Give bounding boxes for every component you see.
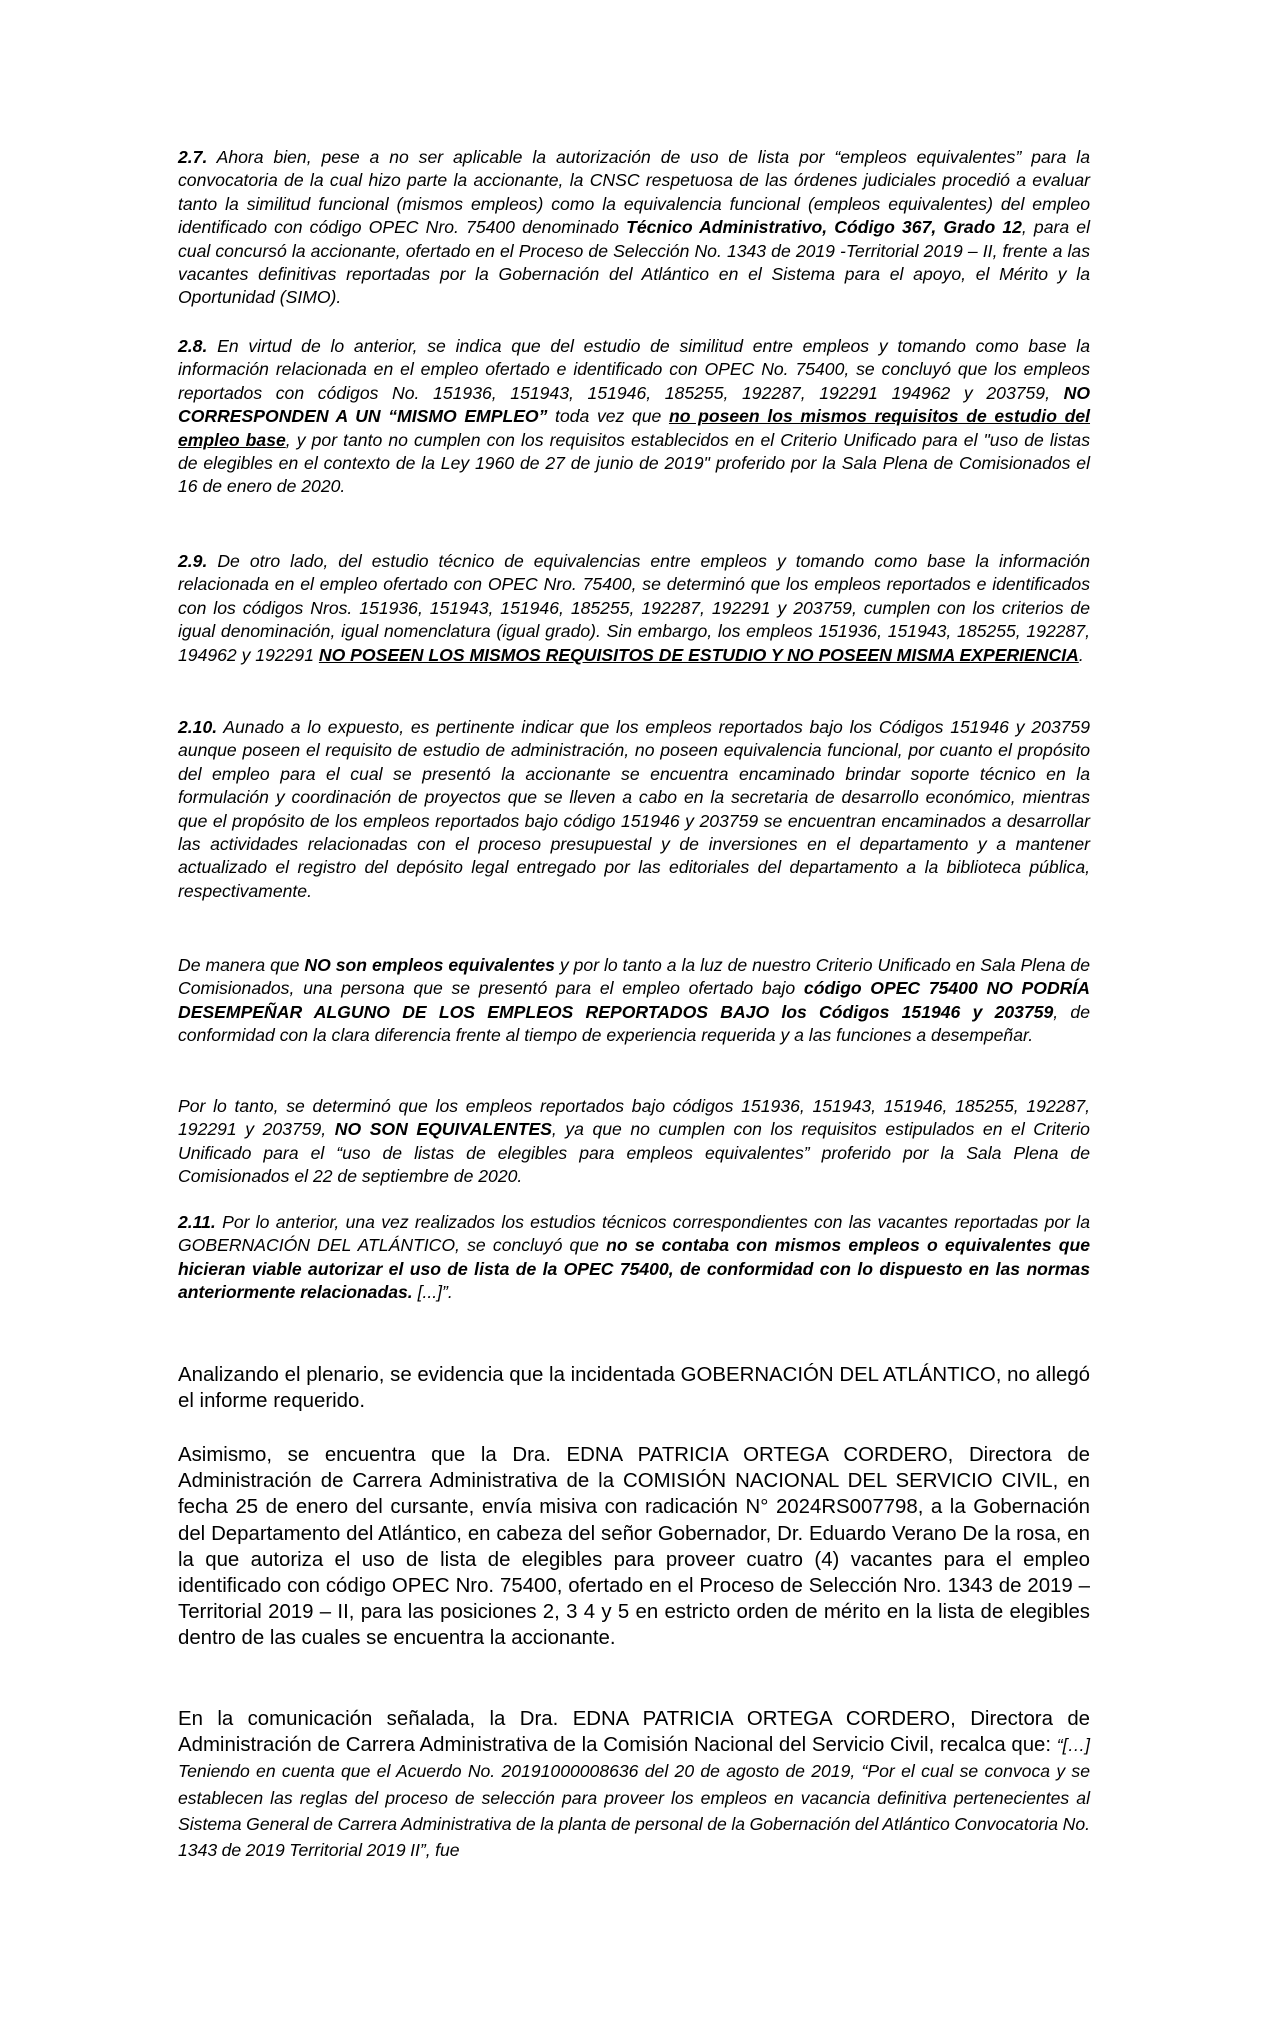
paragraph-number: 2.11. xyxy=(178,1212,216,1232)
body-paragraph-comunicacion xyxy=(178,1706,1090,1863)
quote-paragraph-2-8 xyxy=(178,335,1090,499)
quote-paragraph-2-9 xyxy=(178,550,1090,667)
text-segment: Aunado a lo expuesto, es pertinente indicar que los empleos reportados bajo los Códigos 151946 y 203759 aunque poseen el requisito de estudio de administración, no poseen equivalencia funcional, por cuanto el propósito del empleo para el cual se presentó la accionante se encuentra encaminado brindar soporte técnico en la formulación y coordinación de proyectos que se lleven a cabo en la secretaria de desarrollo económico, mientras que el propósito de los empleos reportados bajo código 151946 y 203759 se encuentran encaminados a desarrollar las actividades relacionadas con el proceso presupuestal y de inversiones en el departamento y a mantener actualizado el registro del depósito legal entregado por las editoriales del departamento a la biblioteca pública, respectivamente. xyxy=(178,717,1090,901)
bold-underlined-segment: NO POSEEN LOS MISMOS REQUISITOS DE ESTUDIO Y NO POSEEN MISMA EXPERIENCIA xyxy=(318,644,1079,665)
text-segment: . xyxy=(1078,644,1084,665)
bold-segment: NO CORRESPONDEN A UN “MISMO EMPLEO” xyxy=(178,382,1090,427)
body-paragraph-analizando: Analizando el plenario, se evidencia que la incidentada GOBERNACIÓN DEL ATLÁNTICO, no allegó el informe requerido. xyxy=(178,1364,1090,1413)
paragraph-number: 2.10. xyxy=(178,717,218,737)
quote-paragraph-2-10 xyxy=(178,716,1090,903)
text-segment: , para el cual concursó la accionante, ofertado en el Proceso de Selección No. 1343 de 2019 -Territorial 2019 – II, frente a las vacantes definitivas reportadas por la Gobernación del Atlántico en el Sistema para el apoyo, el Mérito y la Oportunidad (SIMO). xyxy=(178,217,1090,308)
text-segment: En virtud de lo anterior, se indica que del estudio de similitud entre empleos y tomando como base la información relacionada en el empleo ofertado e identificado con OPEC No. 75400, se concluyó que los empleos reportados con códigos No. 151936, 151943, 151946, 185255, 192287, 192291 194962 y 203759, xyxy=(178,336,1090,403)
text-segment: , de conformidad con la clara diferencia frente al tiempo de experiencia requerida y a las funciones a desempeñar. xyxy=(178,1001,1090,1046)
paragraph-number: 2.8. xyxy=(178,336,208,356)
text-segment: [...]”. xyxy=(412,1282,453,1303)
text-segment: En la comunicación señalada, la Dra. EDNA PATRICIA ORTEGA CORDERO, Directora de Administración de Carrera Administrativa de la Comisión Nacional del Servicio Civil, recalca que: xyxy=(178,1708,1090,1757)
text-segment: Ahora bien, pese a no ser aplicable la autorización de uso de lista por “empleos equivalentes” para la convocatoria de la cual hizo parte la accionante, la CNSC respetuosa de las órdenes judiciales procedió a evaluar tanto la similitud funcional (mismos empleos) como la equivalencia funcional (empleos equivalentes) del empleo identificado con código OPEC Nro. 75400 denominado xyxy=(178,147,1090,238)
text-segment: Por lo anterior, una vez realizados los estudios técnicos correspondientes con las vacantes reportadas por la GOBERNACIÓN DEL ATLÁNTICO, se concluyó que xyxy=(178,1212,1090,1256)
text-segment: Por lo tanto, se determinó que los empleos reportados bajo códigos 151936, 151943, 151946, 185255, 192287, 192291 y 203759, xyxy=(178,1096,1090,1140)
text-segment: , y por tanto no cumplen con los requisitos establecidos en el Criterio Unificado para el "uso de listas de elegibles en el contexto de la Ley 1960 de 27 de junio de 2019" proferido por la Sala Plena de Comisionados el 16 de enero de 2020. xyxy=(178,429,1090,497)
paragraph-number: 2.7. xyxy=(178,147,208,167)
text-segment: De otro lado, del estudio técnico de equivalencias entre empleos y tomando como base la información relacionada en el empleo ofertado con OPEC Nro. 75400, se determinó que los empleos reportados e identificados con los códigos Nros. 151936, 151943, 151946, 185255, 192287, 192291 y 203759, cumplen con los criterios de igual denominación, igual nomenclatura (igual grado). Sin embargo, los empleos 151936, 151943, 185255, 192287, 194962 y 192291 xyxy=(178,551,1090,665)
bold-underlined-segment: no poseen los mismos requisitos de estudio del empleo base xyxy=(178,406,1091,450)
quote-paragraph-de-manera xyxy=(178,954,1090,1048)
quote-paragraph-2-7 xyxy=(178,146,1090,310)
bold-segment: NO son empleos equivalentes xyxy=(304,955,555,975)
bold-segment: no se contaba con mismos empleos o equivalentes que hicieran viable autorizar el uso de lista de la OPEC 75400, de conformidad con lo dispuesto en las normas anteriormente relacionadas. xyxy=(178,1235,1091,1303)
text-segment: y por lo tanto a la luz de nuestro Criterio Unificado en Sala Plena de Comisionados, una persona que se presentó para el empleo ofertado bajo xyxy=(178,955,1090,999)
bold-segment: código OPEC 75400 NO PODRÍA DESEMPEÑAR ALGUNO DE LOS EMPLEOS REPORTADOS BAJO los Códigos 151946 y 203759 xyxy=(178,978,1090,1022)
quote-paragraph-por-lo-tanto xyxy=(178,1095,1090,1189)
italic-quote-segment: “[…] Teniendo en cuenta que el Acuerdo No. 20191000008636 del 20 de agosto de 2019, “Por el cual se convoca y se establecen las reglas del proceso de selección para proveer los empleos en vacancia definitiva pertenecientes al Sistema General de Carrera Administrativa de la planta de personal de la Gobernación del Atlántico Convocatoria No. 1343 de 2019 Territorial 2019 II”, fue xyxy=(178,1735,1090,1861)
paragraph-number: 2.9. xyxy=(178,551,208,571)
text-segment: De manera que xyxy=(178,955,305,975)
quote-paragraph-2-11 xyxy=(178,1211,1090,1305)
text-segment: , ya que no cumplen con los requisitos estipulados en el Criterio Unificado para el “uso de listas de elegibles para empleos equivalentes” proferido por la Sala Plena de Comisionados el 22 de septiembre de 2020. xyxy=(178,1119,1090,1187)
body-paragraph-asimismo: Asimismo, se encuentra que la Dra. EDNA PATRICIA ORTEGA CORDERO, Directora de Administración de Carrera Administrativa de la COMISIÓN NACIONAL DEL SERVICIO CIVIL, en fecha 25 de enero del cursante, envía misiva con radicación N° 2024RS007798, a la Gobernación del Departamento del Atlántico, en cabeza del señor Gobernador, Dr. Eduardo Verano De la rosa, en la que autoriza el uso de lista de elegibles para proveer cuatro (4) vacantes para el empleo identificado con código OPEC Nro. 75400, ofertado en el Proceso de Selección Nro. 1343 de 2019 – Territorial 2019 – II, para las posiciones 2, 3 4 y 5 en estricto orden de mérito en la lista de elegibles dentro de las cuales se encuentra la accionante. xyxy=(178,1444,1090,1650)
bold-segment: Técnico Administrativo, Código 367, Grado 12 xyxy=(626,217,1022,238)
text-segment: toda vez que xyxy=(547,406,669,427)
bold-segment: NO SON EQUIVALENTES xyxy=(334,1119,552,1140)
